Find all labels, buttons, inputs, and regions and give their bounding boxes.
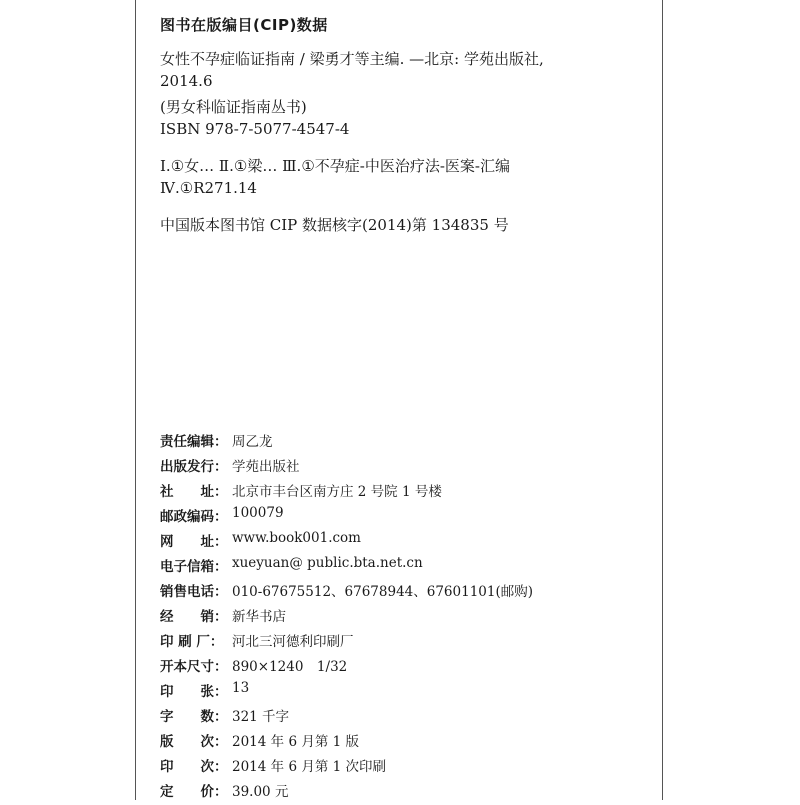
colophon-label: 印 张：: [160, 684, 228, 700]
cip-classification-number: Ⅳ.①R271.14: [160, 179, 257, 197]
colophon-value: xueyuan@ public.bta.net.cn: [232, 555, 423, 571]
colophon-label: 印 刷 厂：: [160, 634, 224, 650]
colophon-row: [160, 655, 660, 680]
colophon-value: 河北三河德利印刷厂: [232, 634, 354, 650]
colophon-label: 社 址：: [160, 484, 228, 500]
colophon-row: [160, 530, 660, 555]
colophon-row: [160, 730, 660, 755]
colophon-row: [160, 480, 660, 505]
colophon-row: [160, 430, 660, 455]
cip-title: 图书在版编目(CIP)数据: [160, 16, 328, 34]
colophon-label: 版 次：: [160, 734, 228, 750]
colophon-value: 2014 年 6 月第 1 次印刷: [232, 759, 386, 775]
colophon-value: 321 千字: [232, 709, 290, 725]
colophon-row: [160, 680, 660, 705]
colophon-row: [160, 780, 660, 805]
colophon-value: 100079: [232, 505, 284, 521]
colophon-value: 2014 年 6 月第 1 版: [232, 734, 359, 750]
colophon-row: [160, 605, 660, 630]
colophon-row: [160, 455, 660, 480]
cip-classification: Ⅰ.①女… Ⅱ.①梁… Ⅲ.①不孕症-中医治疗法-医案-汇编: [160, 157, 510, 175]
cip-isbn: ISBN 978-7-5077-4547-4: [160, 120, 350, 138]
colophon-row: [160, 705, 660, 730]
colophon-value: www.book001.com: [232, 530, 361, 546]
colophon: [160, 430, 660, 805]
colophon-label: 出版发行：: [160, 459, 228, 475]
colophon-value: 北京市丰台区南方庄 2 号院 1 号楼: [232, 484, 442, 500]
colophon-label: 销售电话：: [160, 584, 228, 600]
colophon-row: [160, 580, 660, 605]
colophon-row: [160, 505, 660, 530]
colophon-value: 13: [232, 680, 250, 696]
colophon-row: [160, 755, 660, 780]
colophon-row: [160, 555, 660, 580]
cip-publication-date: 2014.6: [160, 72, 213, 90]
colophon-label: 定 价：: [160, 784, 228, 800]
cip-verification-number: 中国版本图书馆 CIP 数据核字(2014)第 134835 号: [160, 216, 509, 234]
colophon-label: 邮政编码：: [160, 509, 228, 525]
colophon-label: 字 数：: [160, 709, 228, 725]
colophon-value: 010-67675512、67678944、67601101(邮购): [232, 584, 534, 600]
colophon-label: 网 址：: [160, 534, 228, 550]
colophon-value: 39.00 元: [232, 784, 289, 800]
colophon-row: [160, 630, 660, 655]
colophon-label: 印 次：: [160, 759, 228, 775]
colophon-label: 电子信箱：: [160, 559, 228, 575]
colophon-label: 开本尺寸：: [160, 659, 228, 675]
colophon-value: 学苑出版社: [232, 459, 300, 475]
colophon-value: 890×1240 1/32: [232, 659, 348, 675]
colophon-label: 责任编辑：: [160, 434, 228, 450]
colophon-value: 新华书店: [232, 609, 286, 625]
cip-main-entry: 女性不孕症临证指南 / 梁勇才等主编. —北京: 学苑出版社,: [160, 50, 544, 68]
colophon-value: 周乙龙: [232, 434, 273, 450]
cip-series: (男女科临证指南丛书): [160, 98, 307, 116]
colophon-label: 经 销：: [160, 609, 228, 625]
